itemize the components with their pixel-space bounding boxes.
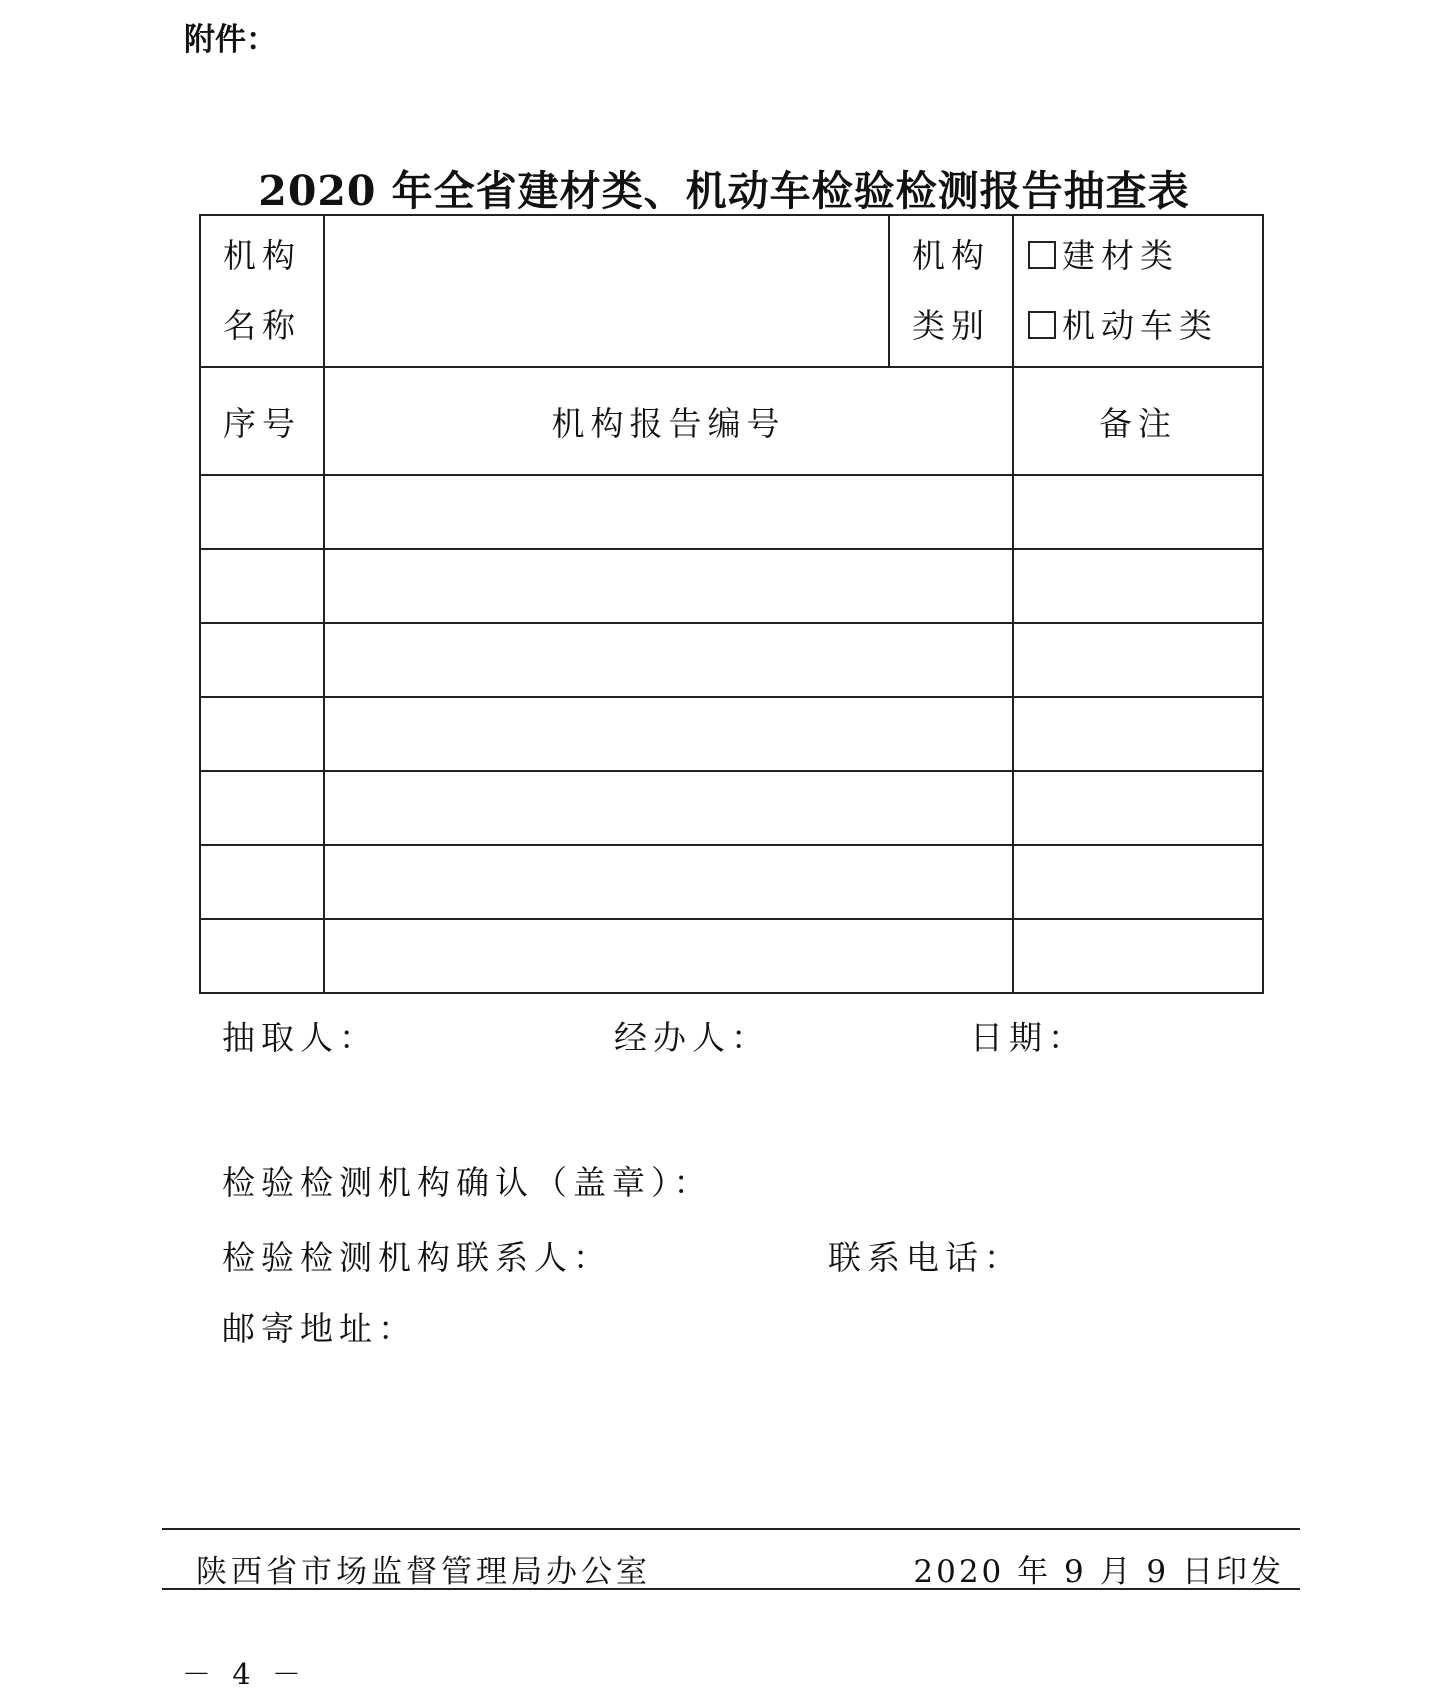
footer-bottom-rule [162, 1588, 1300, 1590]
row-index-cell[interactable] [200, 549, 324, 623]
checkbox-icon[interactable] [1028, 241, 1056, 269]
option-building-materials[interactable] [1014, 221, 1262, 291]
row-remarks-cell[interactable] [1013, 475, 1263, 549]
row-remarks-cell[interactable] [1013, 549, 1263, 623]
phone-label: 联系电话： [828, 1238, 1023, 1277]
org-name-label-cell [200, 215, 324, 367]
table-row [200, 919, 1263, 993]
handler-label: 经办人： [614, 1018, 770, 1057]
date-label: 日期： [970, 1018, 1087, 1057]
org-name-label-line1: 机构 [223, 236, 301, 275]
row-index-cell[interactable] [200, 845, 324, 919]
option-motor-vehicle[interactable] [1014, 291, 1262, 361]
page-number: － 4 － [182, 1657, 307, 1691]
attachment-label: 附件： [184, 22, 277, 58]
row-report-no-cell[interactable] [324, 623, 1013, 697]
sampling-form-table [199, 214, 1264, 994]
checkbox-icon[interactable] [1028, 311, 1056, 339]
org-type-options-cell [1013, 215, 1263, 367]
org-type-label-line1: 机构 [912, 236, 990, 275]
col-header-report-no: 机构报告编号 [324, 367, 1013, 475]
row-index-cell[interactable] [200, 771, 324, 845]
table-row [200, 697, 1263, 771]
col-header-index: 序号 [200, 367, 324, 475]
row-index-cell[interactable] [200, 919, 324, 993]
row-report-no-cell[interactable] [324, 697, 1013, 771]
sampler-label: 抽取人： [222, 1018, 378, 1057]
org-info-row [200, 215, 1263, 367]
row-report-no-cell[interactable] [324, 845, 1013, 919]
org-type-label-cell [889, 215, 1013, 367]
row-index-cell[interactable] [200, 475, 324, 549]
footer-issuer: 陕西省市场监督管理局办公室 [196, 1554, 651, 1590]
row-remarks-cell[interactable] [1013, 771, 1263, 845]
row-remarks-cell[interactable] [1013, 919, 1263, 993]
option-vehicle-label: 机动车类 [1062, 306, 1218, 345]
row-report-no-cell[interactable] [324, 771, 1013, 845]
row-remarks-cell[interactable] [1013, 845, 1263, 919]
row-remarks-cell[interactable] [1013, 623, 1263, 697]
table-row [200, 623, 1263, 697]
footer-top-rule [162, 1528, 1300, 1530]
row-report-no-cell[interactable] [324, 919, 1013, 993]
table-row [200, 475, 1263, 549]
table-row [200, 771, 1263, 845]
col-header-remarks: 备注 [1013, 367, 1263, 475]
row-report-no-cell[interactable] [324, 549, 1013, 623]
row-report-no-cell[interactable] [324, 475, 1013, 549]
mailing-address-label: 邮寄地址： [222, 1309, 417, 1348]
table-row [200, 549, 1263, 623]
confirm-stamp-label: 检验检测机构确认（盖章）： [222, 1163, 713, 1202]
org-name-label-line2: 名称 [223, 306, 301, 345]
row-index-cell[interactable] [200, 623, 324, 697]
form-title: 2020 年全省建材类、机动车检验检测报告抽查表 [258, 167, 1190, 215]
org-type-label-line2: 类别 [912, 306, 990, 345]
option-building-label: 建材类 [1062, 236, 1179, 275]
table-row [200, 845, 1263, 919]
row-index-cell[interactable] [200, 697, 324, 771]
footer-issue-date: 2020 年 9 月 9 日印发 [913, 1554, 1284, 1590]
contact-person-label: 检验检测机构联系人： [222, 1238, 612, 1277]
org-name-value-cell[interactable] [324, 215, 889, 367]
row-remarks-cell[interactable] [1013, 697, 1263, 771]
column-header-row [200, 367, 1263, 475]
